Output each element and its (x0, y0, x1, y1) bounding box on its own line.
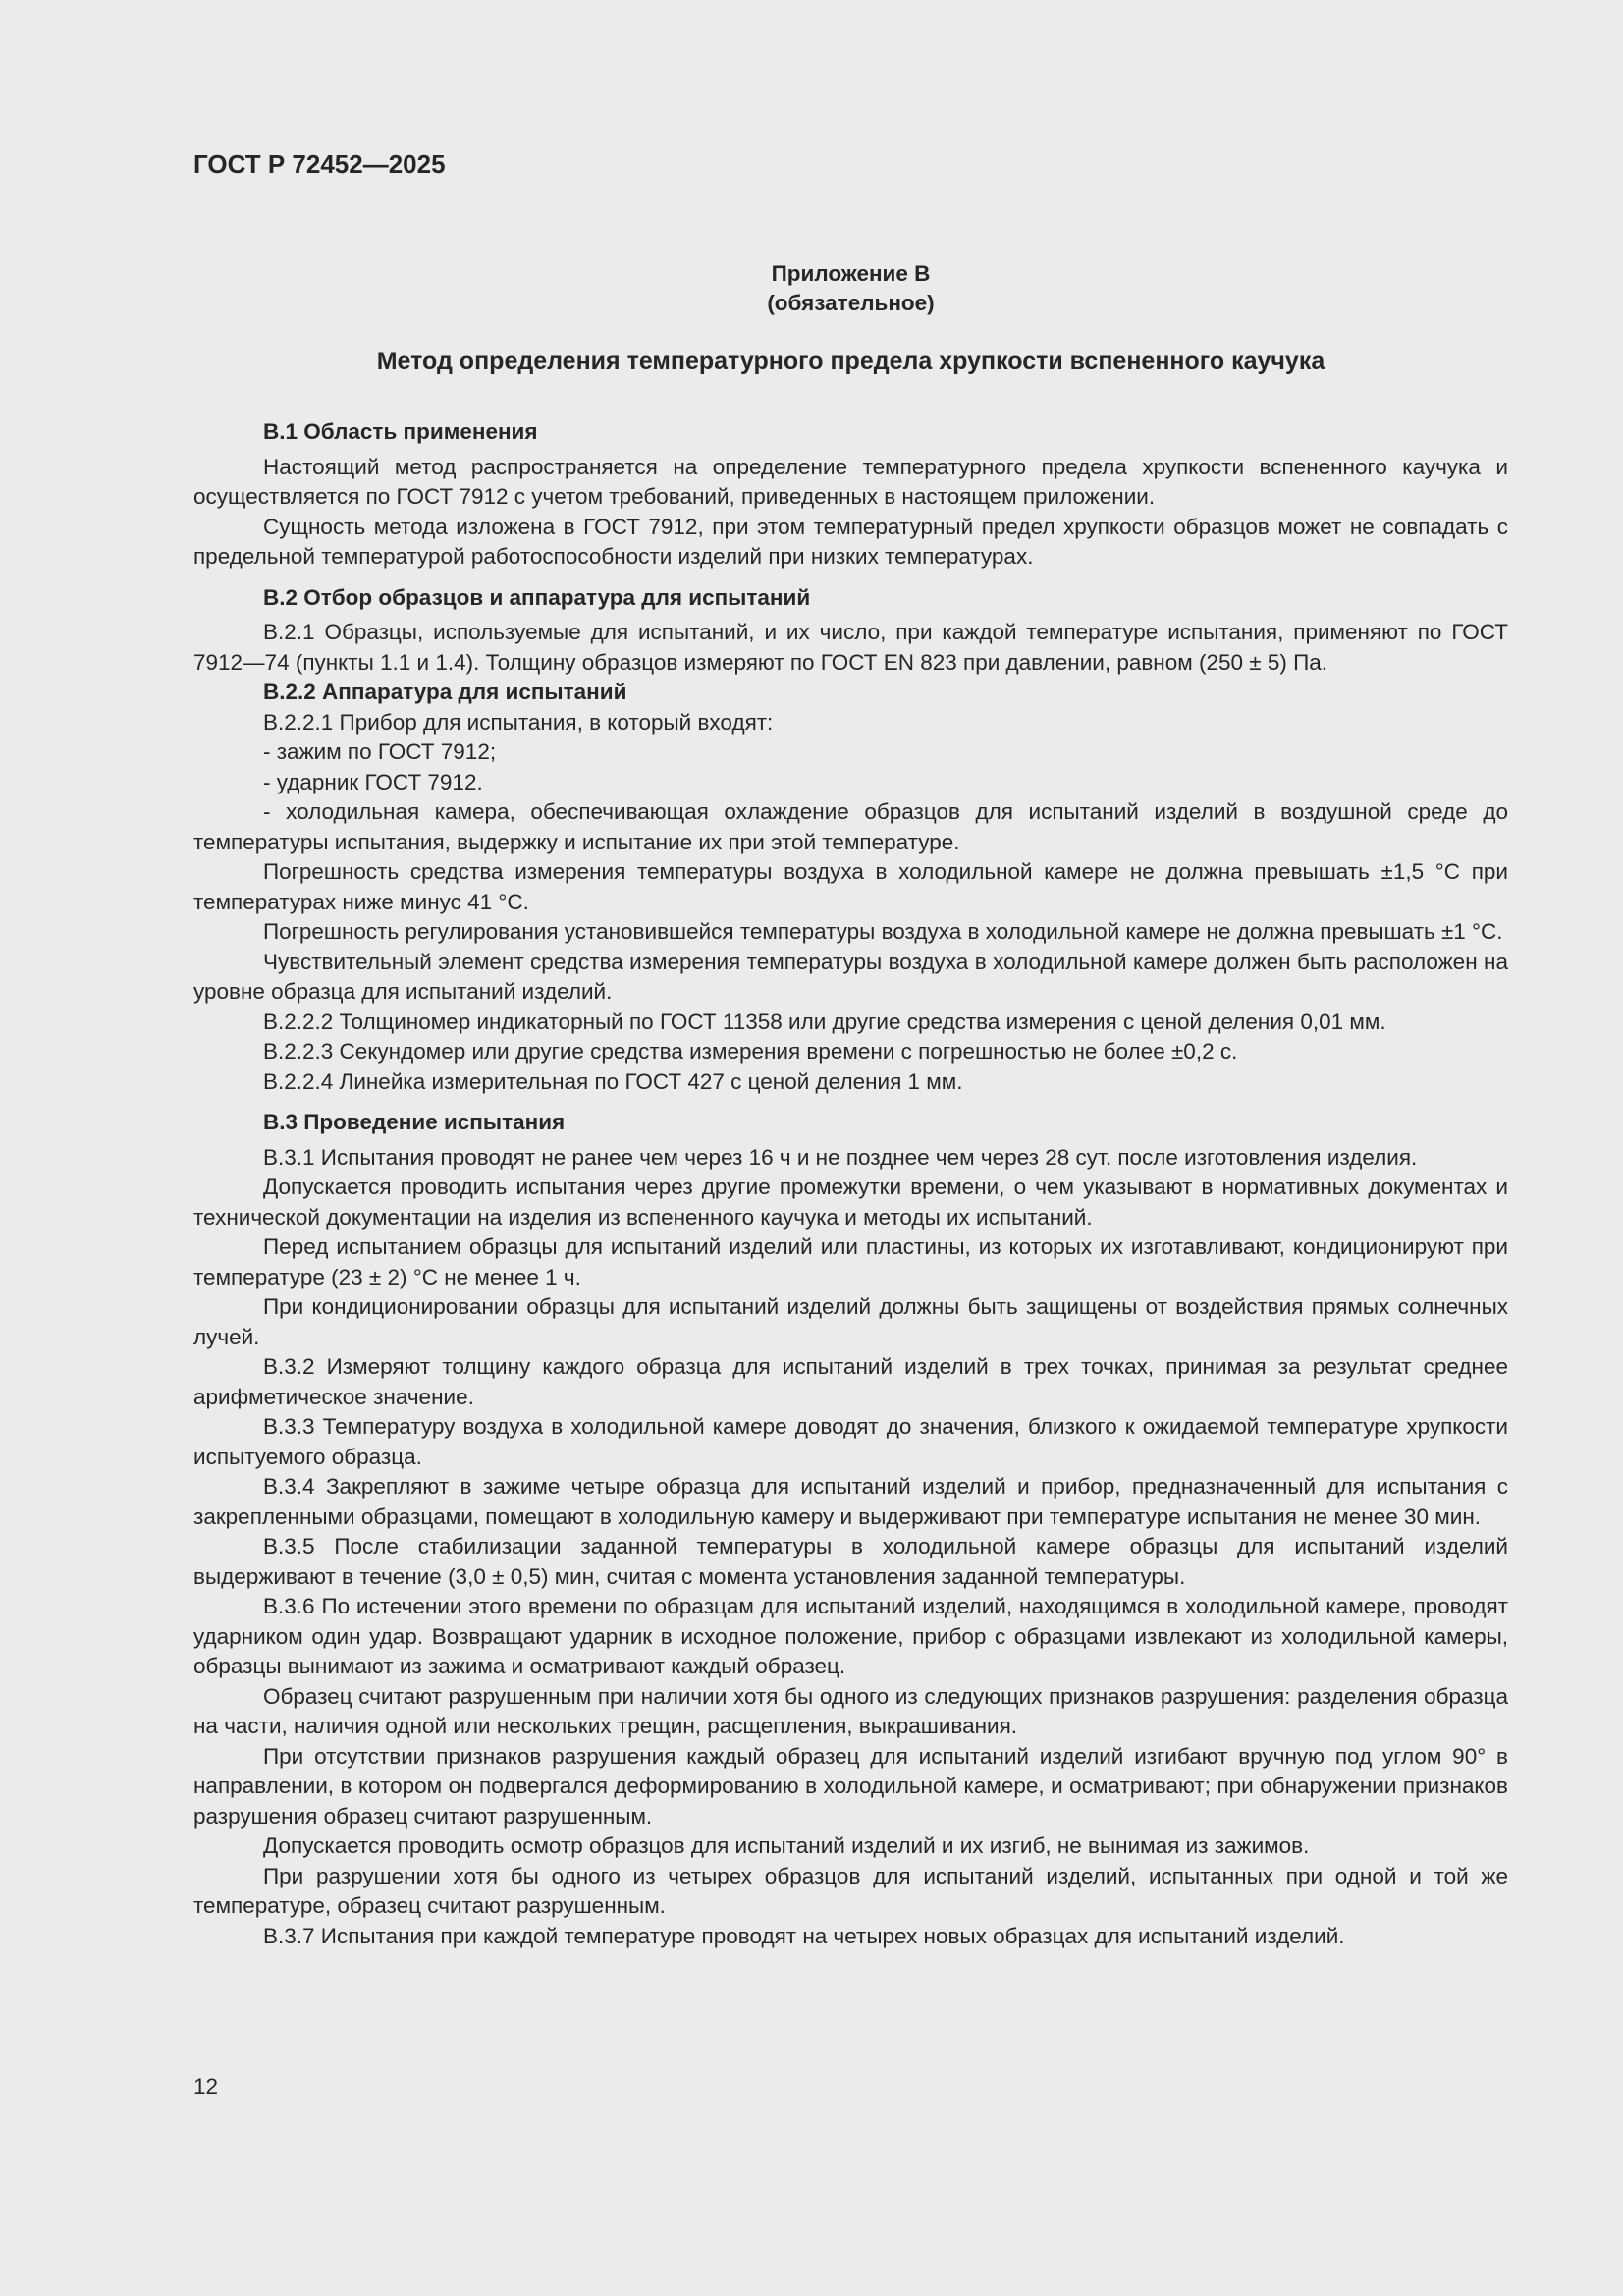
paragraph: В.2.2.2 Толщиномер индикаторный по ГОСТ 11358 или другие средства измерения с ценой деления 0,01 мм. (263, 1009, 1386, 1034)
subsection-heading-b22: В.2.2 Аппаратура для испытаний (263, 680, 627, 704)
paragraph: Сущность метода изложена в ГОСТ 7912, при этом температурный предел хрупкости образцов может не совпадать с предельной температурой работоспособности изделий при низких температурах. (193, 514, 1508, 569)
paragraph: В.2.2.4 Линейка измерительная по ГОСТ 427 с ценой деления 1 мм. (263, 1068, 963, 1094)
paragraph: Погрешность средства измерения температуры воздуха в холодильной камере не должна превышать ±1,5 °С при температурах ниже минус 41 °С. (193, 859, 1508, 914)
paragraph: В.3.2 Измеряют толщину каждого образца для испытаний изделий в трех точках, принимая за результат среднее арифметическое значение. (193, 1354, 1508, 1409)
paragraph: При отсутствии признаков разрушения каждый образец для испытаний изделий изгибают вручную под углом 90° в направлении, в котором он подвергался деформированию в холодильной камере, и осматривают; при обнаружении признаков разрушения образец считают разрушенным. (193, 1743, 1508, 1829)
appendix-status: (обязательное) (767, 291, 935, 315)
paragraph: Допускается проводить осмотр образцов для испытаний изделий и их изгиб, не вынимая из зажимов. (263, 1833, 1310, 1858)
appendix-label: Приложение В (771, 261, 931, 286)
paragraph: В.3.6 По истечении этого времени по образцам для испытаний изделий, находящимся в холодильной камере, проводят ударником один удар. Возвращают ударник в исходное положение, прибор с образцами извлекают из холодильной камеры, образцы вынимают из зажима и осматривают каждый образец. (193, 1594, 1508, 1678)
section-heading-b1: В.1 Область применения (263, 419, 538, 444)
list-item: - зажим по ГОСТ 7912; (263, 739, 497, 764)
paragraph: Образец считают разрушенным при наличии хотя бы одного из следующих признаков разрушения: разделения образца на части, наличия одной или нескольких трещин, расщепления, выкрашивания. (193, 1683, 1508, 1738)
paragraph: Настоящий метод распространяется на определение температурного предела хрупкости вспененного каучука и осуществляется по ГОСТ 7912 с учетом требований, приведенных в настоящем приложении. (193, 454, 1508, 509)
paragraph: В.2.2.3 Секундомер или другие средства измерения времени с погрешностью не более ±0,2 с. (263, 1039, 1238, 1064)
list-item: - ударник ГОСТ 7912. (263, 769, 483, 794)
paragraph: В.2.1 Образцы, используемые для испытаний, и их число, при каждой температуре испытания, применяют по ГОСТ 7912—74 (пункты 1.1 и 1.4). Толщину образцов измеряют по ГОСТ EN 823 при давлении, равном (250 ± 5) Па. (193, 620, 1508, 675)
paragraph: В.3.4 Закрепляют в зажиме четыре образца для испытаний изделий и прибор, предназначенный для испытания с закрепленными образцами, помещают в холодильную камеру и выдерживают при температуре испытания не менее 30 мин. (193, 1474, 1508, 1529)
page-number: 12 (193, 2074, 219, 2099)
paragraph: В.3.5 После стабилизации заданной температуры в холодильной камере образцы для испытаний изделий выдерживают в течение (3,0 ± 0,5) мин, считая с момента установления заданной температуры. (193, 1534, 1508, 1589)
list-item: - холодильная камера, обеспечивающая охлаждение образцов для испытаний изделий в воздушной среде до температуры испытания, выдержку и испытание их при этой температуре. (193, 799, 1508, 854)
paragraph: Погрешность регулирования установившейся температуры воздуха в холодильной камере не должна превышать ±1 °С. (263, 919, 1503, 944)
paragraph: При разрушении хотя бы одного из четырех образцов для испытаний изделий, испытанных при одной и той же температуре, образец считают разрушенным. (193, 1863, 1508, 1918)
paragraph: Допускается проводить испытания через другие промежутки времени, о чем указывают в нормативных документах и технической документации на изделия из вспененного каучука и методы их испытаний. (193, 1175, 1508, 1230)
paragraph: В.3.7 Испытания при каждой температуре проводят на четырех новых образцах для испытаний изделий. (263, 1923, 1345, 1948)
paragraph: При кондиционировании образцы для испытаний изделий должны быть защищены от воздействия прямых солнечных лучей. (193, 1294, 1508, 1349)
appendix-title: Метод определения температурного предела хрупкости вспененного каучука (376, 348, 1325, 375)
paragraph: В.2.2.1 Прибор для испытания, в который входят: (263, 709, 774, 735)
section-heading-b3: В.3 Проведение испытания (263, 1110, 566, 1134)
section-heading-b2: В.2 Отбор образцов и аппаратура для испытаний (263, 584, 811, 610)
document-id: ГОСТ Р 72452—2025 (193, 149, 446, 179)
paragraph: В.3.1 Испытания проводят не ранее чем через 16 ч и не позднее чем через 28 сут. после изготовления изделия. (263, 1144, 1418, 1170)
appendix-heading (193, 181, 1508, 318)
document-body (193, 417, 1508, 1951)
paragraph: В.3.3 Температуру воздуха в холодильной камере доводят до значения, близкого к ожидаемой температуре хрупкости испытуемого образца. (193, 1414, 1508, 1469)
paragraph: Чувствительный элемент средства измерения температуры воздуха в холодильной камере должен быть расположен на уровне образца для испытаний изделий. (193, 949, 1508, 1004)
paragraph: Перед испытанием образцы для испытаний изделий или пластины, из которых их изготавливают, кондиционируют при температуре (23 ± 2) °С не менее 1 ч. (193, 1234, 1508, 1289)
